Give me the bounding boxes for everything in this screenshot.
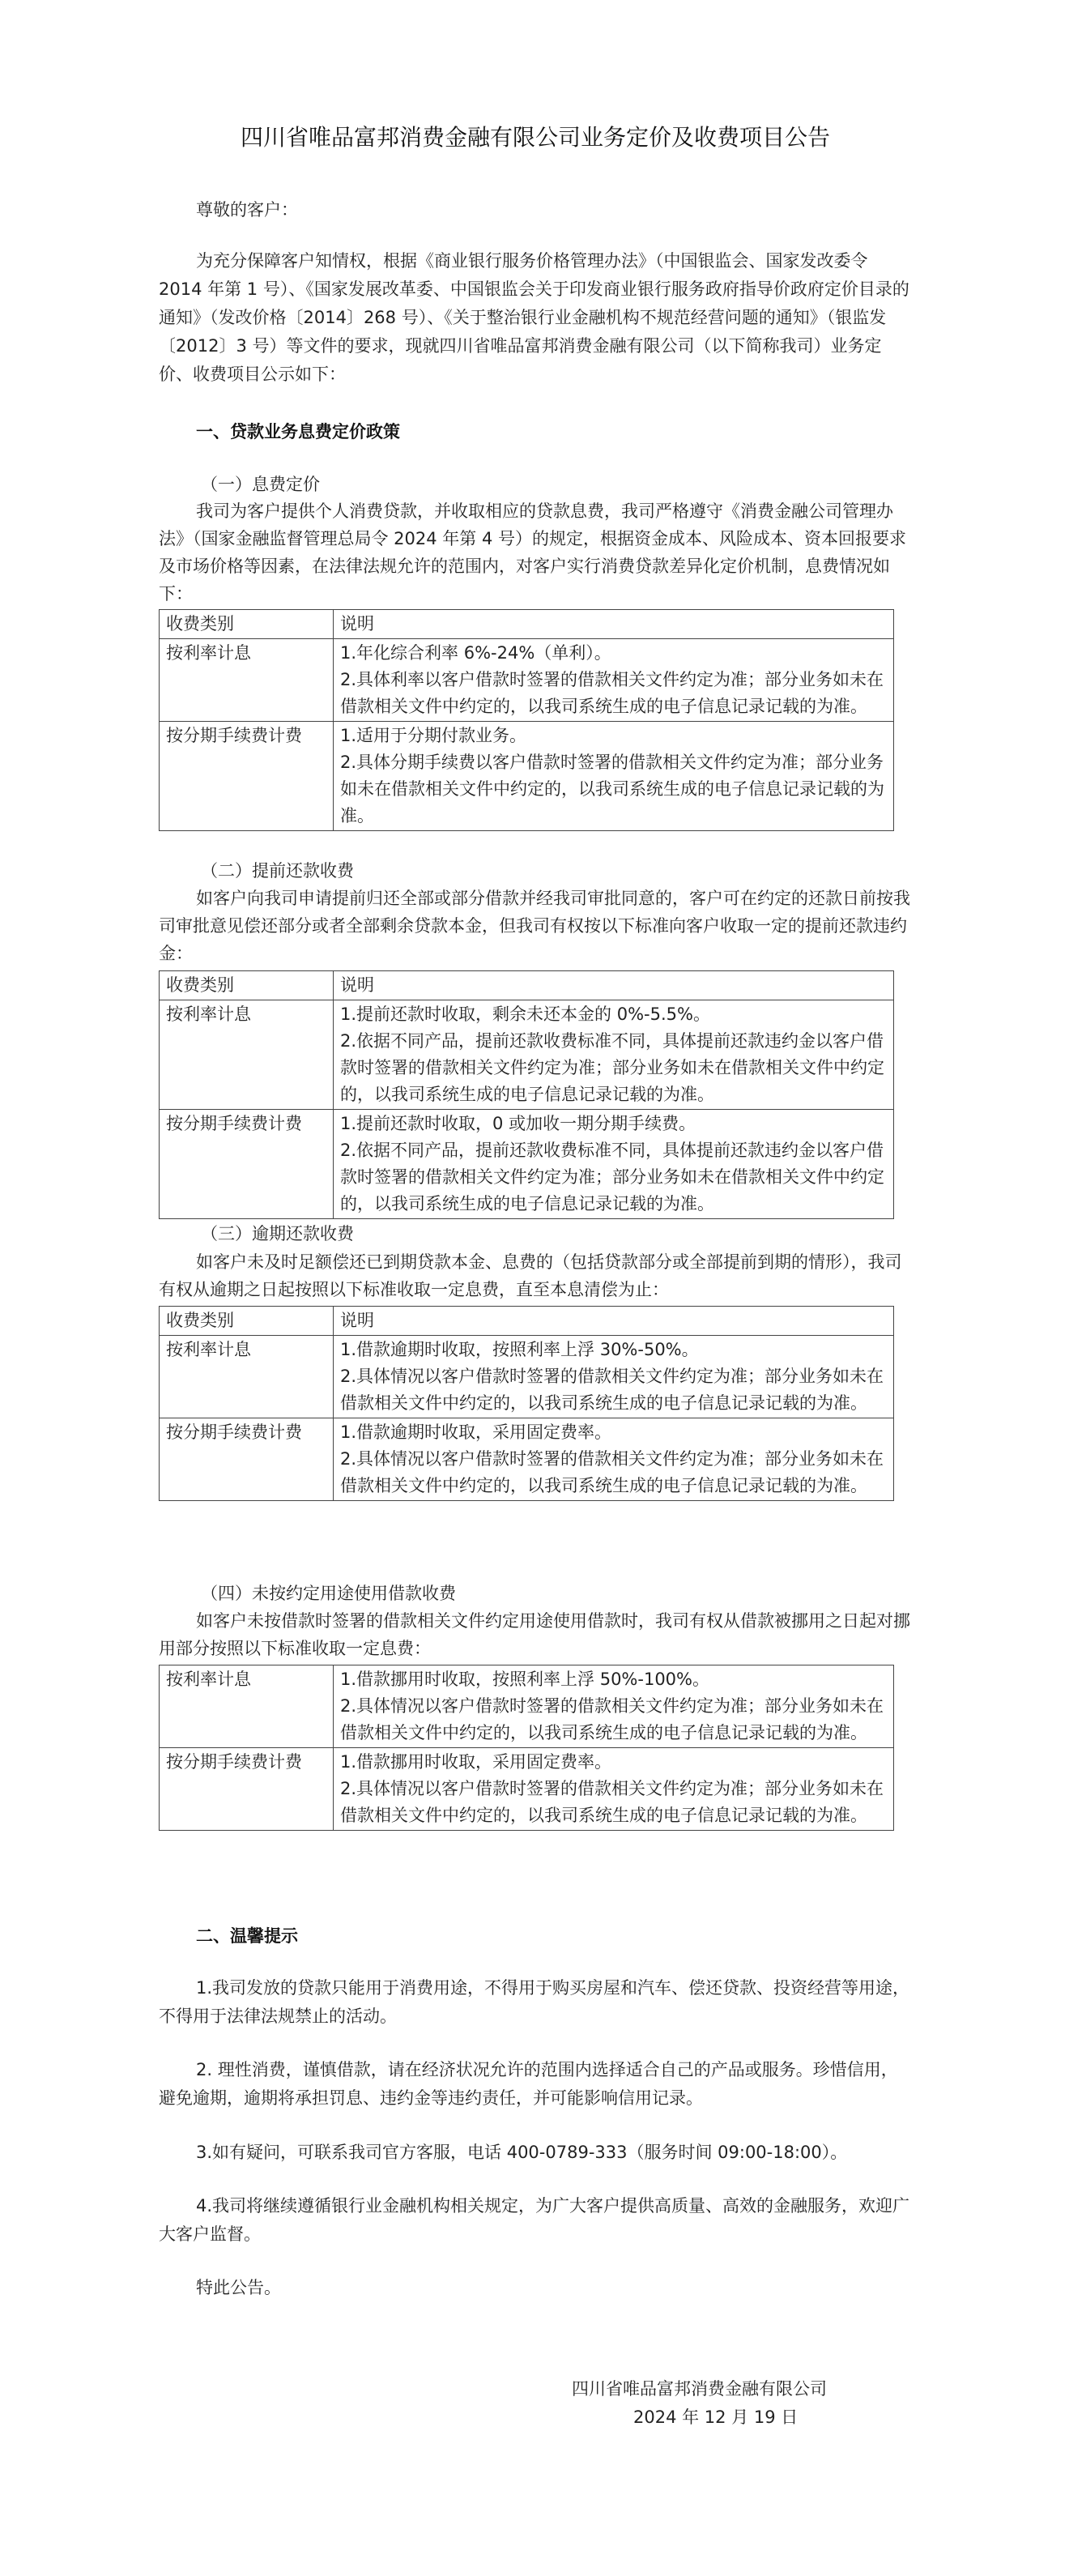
table-row <box>160 639 894 722</box>
table-row <box>160 1748 894 1831</box>
description-line: 1.借款挪用时收取，按照利率上浮 50%-100%。 <box>340 1670 710 1689</box>
salutation: 尊敬的客户： <box>196 200 298 220</box>
table-row <box>160 1665 894 1748</box>
description-line: 1.借款挪用时收取，采用固定费率。 <box>340 1752 612 1772</box>
table-header-category: 收费类别 <box>160 610 334 639</box>
pricing-table <box>159 609 894 831</box>
description-line: 2.具体情况以客户借款时签署的借款相关文件约定为准；部分业务如未在借款相关文件中约定的，以我司系统生成的电子信息记录记载的为准。 <box>340 1696 884 1742</box>
row-category: 按分期手续费计费 <box>160 722 334 831</box>
sub-heading-pricing: （一）息费定价 <box>201 475 320 494</box>
closing-statement: 特此公告。 <box>196 2278 281 2297</box>
description-line: 1.借款逾期时收取，按照利率上浮 30%-50%。 <box>340 1340 699 1359</box>
table-row <box>160 1336 894 1418</box>
table-header-category: 收费类别 <box>160 1307 334 1336</box>
row-category: 按利率计息 <box>160 1000 334 1110</box>
prepayment-table <box>159 970 894 1219</box>
overdue-paragraph: 如客户未及时足额偿还已到期贷款本金、息费的（包括贷款部分或全部提前到期的情形），我司有权从逾期之日起按照以下标准收取一定息费，直至本息清偿为止： <box>159 1252 902 1299</box>
section-1-heading: 一、贷款业务息费定价政策 <box>196 422 400 441</box>
signature-date: 2024 年 12 月 19 日 <box>633 2408 799 2427</box>
sub-heading-misuse: （四）未按约定用途使用借款收费 <box>201 1584 456 1603</box>
row-description <box>334 1665 894 1748</box>
row-description <box>334 1748 894 1831</box>
signature-company: 四川省唯品富邦消费金融有限公司 <box>572 2379 827 2399</box>
tip-item: 2. 理性消费，谨慎借款，请在经济状况允许的范围内选择适合自己的产品或服务。珍惜信用，避免逾期，逾期将承担罚息、违约金等违约责任，并可能影响信用记录。 <box>159 2060 898 2108</box>
row-category: 按利率计息 <box>160 1336 334 1418</box>
table-row <box>160 722 894 831</box>
table-row <box>160 1110 894 1219</box>
description-line: 2.具体情况以客户借款时签署的借款相关文件约定为准；部分业务如未在借款相关文件中约定的，以我司系统生成的电子信息记录记载的为准。 <box>340 1449 884 1495</box>
sub-heading-overdue: （三）逾期还款收费 <box>201 1224 354 1243</box>
sub-heading-prepayment: （二）提前还款收费 <box>201 861 354 881</box>
row-description <box>334 1110 894 1219</box>
tip-item: 4.我司将继续遵循银行业金融机构相关规定，为广大客户提供高质量、高效的金融服务，欢迎广大客户监督。 <box>159 2196 910 2244</box>
row-category: 按分期手续费计费 <box>160 1748 334 1831</box>
table-header-description: 说明 <box>334 1307 894 1336</box>
table-header-row <box>160 1307 894 1336</box>
misuse-paragraph: 如客户未按借款时签署的借款相关文件约定用途使用借款时，我司有权从借款被挪用之日起对挪用部分按照以下标准收取一定息费： <box>159 1611 910 1658</box>
row-category: 按利率计息 <box>160 1665 334 1748</box>
description-line: 2.具体分期手续费以客户借款时签署的借款相关文件约定为准；部分业务如未在借款相关文件中约定的，以我司系统生成的电子信息记录记载的为准。 <box>340 753 884 825</box>
row-category: 按分期手续费计费 <box>160 1418 334 1501</box>
section-2-heading: 二、温馨提示 <box>196 1926 298 1946</box>
overdue-table <box>159 1306 894 1501</box>
description-line: 2.依据不同产品，提前还款收费标准不同，具体提前还款违约金以客户借款时签署的借款相关文件约定为准；部分业务如未在借款相关文件中约定的，以我司系统生成的电子信息记录记载的为准。 <box>340 1141 884 1213</box>
description-line: 2.具体利率以客户借款时签署的借款相关文件约定为准；部分业务如未在借款相关文件中约定的，以我司系统生成的电子信息记录记载的为准。 <box>340 670 884 716</box>
description-line: 1.提前还款时收取，剩余未还本金的 0%-5.5%。 <box>340 1004 710 1024</box>
tip-item: 1.我司发放的贷款只能用于消费用途，不得用于购买房屋和汽车、偿还贷款、投资经营等用途，不得用于法律法规禁止的活动。 <box>159 1978 910 2026</box>
row-description <box>334 1418 894 1501</box>
prepayment-paragraph: 如客户向我司申请提前归还全部或部分借款并经我司审批同意的，客户可在约定的还款日前按我司审批意见偿还部分或者全部剩余贷款本金，但我司有权按以下标准向客户收取一定的提前还款违约金： <box>159 889 910 963</box>
table-header-row <box>160 610 894 639</box>
misuse-table <box>159 1665 894 1831</box>
table-header-row <box>160 971 894 1000</box>
description-line: 1.年化综合利率 6%-24%（单利）。 <box>340 643 611 663</box>
page-title: 四川省唯品富邦消费金融有限公司业务定价及收费项目公告 <box>240 124 830 151</box>
description-line: 1.借款逾期时收取，采用固定费率。 <box>340 1422 612 1442</box>
tip-item: 3.如有疑问，可联系我司官方客服，电话 400-0789-333（服务时间 09:00-18:00）。 <box>196 2143 848 2162</box>
table-row <box>160 1418 894 1501</box>
row-description <box>334 639 894 722</box>
description-line: 1.适用于分期付款业务。 <box>340 726 527 745</box>
table-header-category: 收费类别 <box>160 971 334 1000</box>
pricing-paragraph: 我司为客户提供个人消费贷款，并收取相应的贷款息费，我司严格遵守《消费金融公司管理办法》（国家金融监督管理总局令 2024 年第 4 号）的规定，根据资金成本、风险成本、资本回报要求及市场价格等因素，在法律法规允许的范围内，对客户实行消费贷款差异化定价机制，息费情况如下： <box>159 501 907 603</box>
description-line: 2.具体情况以客户借款时签署的借款相关文件约定为准；部分业务如未在借款相关文件中约定的，以我司系统生成的电子信息记录记载的为准。 <box>340 1779 884 1825</box>
row-description <box>334 722 894 831</box>
description-line: 2.依据不同产品，提前还款收费标准不同，具体提前还款违约金以客户借款时签署的借款相关文件约定为准；部分业务如未在借款相关文件中约定的，以我司系统生成的电子信息记录记载的为准。 <box>340 1031 884 1104</box>
table-header-description: 说明 <box>334 971 894 1000</box>
table-row <box>160 1000 894 1110</box>
row-description <box>334 1000 894 1110</box>
intro-paragraph: 为充分保障客户知情权，根据《商业银行服务价格管理办法》（中国银监会、国家发改委令 2014 年第 1 号）、《国家发展改革委、中国银监会关于印发商业银行服务政府指导价政府定价目录的通知》（发改价格〔2014〕268 号）、《关于整治银行业金融机构不规范经营问题的通知》（银监发〔2012〕3 号）等文件的要求，现就四川省唯品富邦消费金融有限公司（以下简称我司）业务定价、收费项目公示如下： <box>159 251 909 384</box>
row-description <box>334 1336 894 1418</box>
row-category: 按分期手续费计费 <box>160 1110 334 1219</box>
row-category: 按利率计息 <box>160 639 334 722</box>
table-header-description: 说明 <box>334 610 894 639</box>
description-line: 2.具体情况以客户借款时签署的借款相关文件约定为准；部分业务如未在借款相关文件中约定的，以我司系统生成的电子信息记录记载的为准。 <box>340 1367 884 1413</box>
description-line: 1.提前还款时收取，0 或加收一期分期手续费。 <box>340 1114 696 1133</box>
